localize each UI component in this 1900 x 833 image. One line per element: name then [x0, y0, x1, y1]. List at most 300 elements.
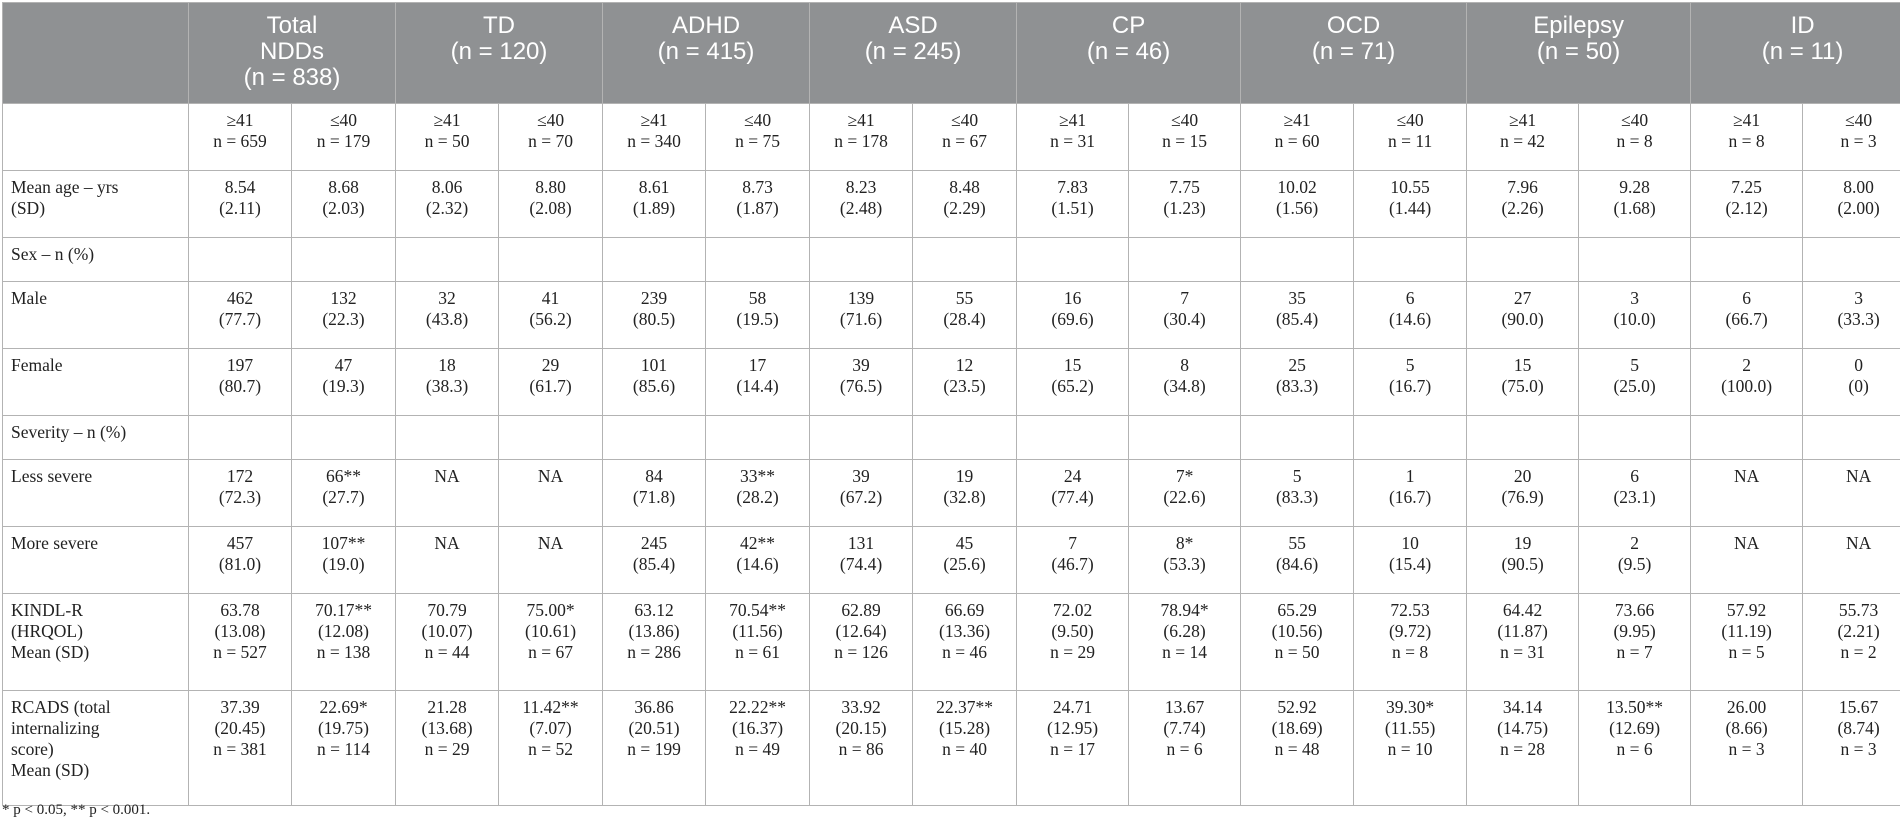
cell-line: 17: [748, 355, 767, 375]
table-cell: [706, 349, 810, 416]
cell-line: (1.87): [736, 198, 779, 218]
table-cell: [706, 460, 810, 527]
cell-line: 26.00: [1726, 697, 1767, 717]
subheader-row: [3, 104, 1900, 171]
table-row: [3, 349, 1900, 416]
cell-line: n = 40: [942, 739, 987, 759]
cell-line: (67.2): [839, 487, 883, 507]
cell-line: 41: [541, 288, 560, 308]
cell-line: 6: [1405, 288, 1415, 308]
table-cell: [1017, 238, 1129, 282]
cell-line: n = 46: [942, 642, 987, 662]
cell-line: 8.73: [742, 177, 773, 197]
cell-line: (16.37): [732, 718, 784, 738]
cell-line: (2.11): [219, 198, 261, 218]
subheader-line: ≤40: [1845, 110, 1873, 130]
subheader-line: n = 3: [1840, 131, 1877, 151]
cell-line: 37.39: [220, 697, 260, 717]
cell-line: (2.03): [322, 198, 365, 218]
row-label: [3, 238, 189, 282]
cell-line: n = 52: [528, 739, 573, 759]
cell-line: n = 86: [838, 739, 884, 759]
cell-line: n = 114: [317, 739, 370, 759]
cell-line: n = 48: [1274, 739, 1320, 759]
cell-line: (25.0): [1613, 376, 1656, 396]
cell-line: 22.37**: [936, 697, 993, 717]
cell-line: n = 31: [1500, 642, 1546, 662]
cell-line: (0): [1848, 376, 1869, 396]
table-cell: [1129, 349, 1241, 416]
table-cell: [1017, 691, 1129, 806]
cell-line: 101: [640, 355, 668, 375]
cell-line: (2.29): [943, 198, 986, 218]
cell-line: 0: [1854, 355, 1863, 375]
cell-line: (2.32): [425, 198, 469, 218]
table-cell: [810, 594, 913, 691]
subheader-line: n = 75: [735, 131, 780, 151]
cell-line: 457: [226, 533, 254, 553]
cell-line: (13.36): [939, 621, 991, 641]
cell-line: 24: [1063, 466, 1082, 486]
cell-line: 8.48: [949, 177, 980, 197]
table-cell: [1241, 527, 1354, 594]
cell-line: 22.22**: [729, 697, 786, 717]
table-cell: [1129, 238, 1241, 282]
cell-line: (9.5): [1617, 554, 1652, 574]
table-cell: [1017, 460, 1129, 527]
cell-line: 10.55: [1390, 177, 1430, 197]
cell-line: (23.5): [943, 376, 986, 396]
cell-line: 5: [1630, 355, 1639, 375]
group-header-line: (n = 120): [450, 38, 548, 65]
group-header-line: ADHD: [672, 12, 741, 39]
cell-line: (100.0): [1721, 376, 1773, 396]
cell-line: n = 29: [1050, 642, 1095, 662]
cell-line: (90.0): [1501, 309, 1544, 329]
cell-line: 55.73: [1838, 600, 1879, 620]
table-cell: [706, 594, 810, 691]
cell-line: (46.7): [1051, 554, 1094, 574]
subheader-line: ≤40: [1171, 110, 1199, 130]
table-cell: [1129, 691, 1241, 806]
table-cell: [1017, 282, 1129, 349]
cell-line: 65.29: [1277, 600, 1317, 620]
table-cell: [1017, 594, 1129, 691]
table-cell: [1803, 349, 1900, 416]
cell-line: (9.95): [1613, 621, 1656, 641]
subheader-cell: [810, 104, 913, 171]
cell-line: 2: [1742, 355, 1751, 375]
row-label-line: (SD): [11, 198, 46, 218]
row-label-line: KINDL-R: [11, 600, 83, 620]
cell-line: 24.71: [1052, 697, 1093, 717]
table-cell: [396, 460, 499, 527]
cell-line: (19.0): [322, 554, 365, 574]
subheader-line: ≤40: [743, 110, 772, 130]
subheader-line: ≥41: [433, 110, 461, 130]
cell-line: (9.50): [1051, 621, 1094, 641]
cell-line: n = 527: [213, 642, 267, 662]
cell-line: n = 6: [1166, 739, 1203, 759]
group-header-line: (n = 838): [243, 64, 341, 91]
cell-line: (14.6): [736, 554, 779, 574]
table-cell: [1579, 238, 1691, 282]
table-cell: [1129, 171, 1241, 238]
table-cell: [189, 527, 292, 594]
subheader-line: n = 11: [1387, 131, 1433, 151]
table-cell: [1241, 282, 1354, 349]
cell-line: (12.69): [1609, 718, 1661, 738]
cell-line: 10: [1401, 533, 1419, 553]
row-label-line: score): [11, 739, 54, 759]
table-cell: [292, 460, 396, 527]
table-cell: [396, 416, 499, 460]
table-cell: [1467, 691, 1579, 806]
cell-line: 63.78: [220, 600, 260, 620]
table-cell: [189, 238, 292, 282]
cell-line: 21.28: [427, 697, 467, 717]
cell-line: (85.4): [1275, 309, 1319, 329]
cell-line: 47: [334, 355, 353, 375]
data-table: [2, 2, 1900, 806]
table-cell: [1803, 282, 1900, 349]
table-cell: [603, 527, 706, 594]
table-cell: [1354, 171, 1467, 238]
cell-line: NA: [1733, 466, 1760, 486]
cell-line: 7*: [1175, 466, 1194, 486]
table-cell: [292, 691, 396, 806]
subheader-line: ≥41: [847, 110, 875, 130]
cell-line: (19.75): [317, 718, 370, 738]
subheader-line: ≤40: [1621, 110, 1649, 130]
cell-line: n = 138: [316, 642, 371, 662]
table-cell: [706, 527, 810, 594]
table-cell: [1241, 416, 1354, 460]
table-cell: [1467, 416, 1579, 460]
table-cell: [810, 416, 913, 460]
cell-line: 57.92: [1726, 600, 1767, 620]
table-row: [3, 691, 1900, 806]
subheader-line: n = 70: [528, 131, 573, 151]
cell-line: 19: [955, 466, 974, 486]
cell-line: 245: [640, 533, 668, 553]
row-label-line: internalizing: [11, 718, 100, 738]
cell-line: (28.2): [736, 487, 779, 507]
row-label: [3, 282, 189, 349]
table-cell: [499, 460, 603, 527]
subheader-line: n = 179: [316, 131, 371, 151]
cell-line: 52.92: [1277, 697, 1317, 717]
subheader-line: n = 15: [1162, 131, 1207, 151]
cell-line: (12.95): [1047, 718, 1099, 738]
cell-line: (12.64): [835, 621, 887, 641]
cell-line: (77.4): [1051, 487, 1094, 507]
table-cell: [603, 691, 706, 806]
cell-line: NA: [434, 466, 460, 486]
cell-line: 33.92: [841, 697, 881, 717]
table-cell: [189, 349, 292, 416]
table-row: [3, 238, 1900, 282]
table-cell: [1691, 171, 1803, 238]
cell-line: 29: [541, 355, 560, 375]
cell-line: 13.67: [1164, 697, 1205, 717]
cell-line: (1.23): [1163, 198, 1206, 218]
cell-line: 66.69: [944, 600, 985, 620]
subheader-line: ≤40: [329, 110, 358, 130]
subheader-cell: [292, 104, 396, 171]
cell-line: 55: [1288, 533, 1306, 553]
cell-line: (20.51): [628, 718, 680, 738]
table-cell: [1354, 594, 1467, 691]
cell-line: (33.3): [1837, 309, 1880, 329]
table-cell: [1691, 416, 1803, 460]
table-cell: [810, 349, 913, 416]
table-cell: [810, 691, 913, 806]
table-cell: [189, 594, 292, 691]
cell-line: 8.23: [845, 177, 877, 197]
group-header-line: (n = 245): [864, 38, 962, 65]
cell-line: (10.56): [1271, 621, 1323, 641]
cell-line: 55: [955, 288, 974, 308]
cell-line: n = 50: [1274, 642, 1320, 662]
cell-line: (18.69): [1271, 718, 1323, 738]
cell-line: (19.3): [322, 376, 365, 396]
cell-line: 1: [1405, 466, 1415, 486]
table-cell: [292, 527, 396, 594]
table-cell: [1579, 349, 1691, 416]
cell-line: (13.86): [628, 621, 680, 641]
row-label-line: Mean (SD): [11, 760, 90, 780]
subheader-line: ≥41: [640, 110, 668, 130]
cell-line: n = 67: [528, 642, 573, 662]
cell-line: 35: [1288, 288, 1306, 308]
subheader-line: ≤40: [1396, 110, 1424, 130]
group-header-line: (n = 46): [1086, 38, 1171, 65]
cell-line: (13.68): [421, 718, 473, 738]
cell-line: (11.56): [732, 621, 783, 641]
cell-line: (20.15): [835, 718, 887, 738]
group-header-line: ID: [1790, 12, 1815, 39]
cell-line: 8.54: [224, 177, 256, 197]
table-cell: [1579, 416, 1691, 460]
group-header-line: OCD: [1326, 12, 1381, 39]
group-header-line: (n = 71): [1311, 38, 1396, 65]
cell-line: (2.26): [1501, 198, 1544, 218]
table-cell: [913, 282, 1017, 349]
cell-line: 8.61: [638, 177, 670, 197]
cell-line: (22.6): [1163, 487, 1206, 507]
group-header-row: [3, 3, 1900, 104]
table-row: [3, 527, 1900, 594]
cell-line: n = 126: [834, 642, 888, 662]
cell-line: 22.69*: [319, 697, 368, 717]
table-cell: [1691, 527, 1803, 594]
row-label-line: Male: [11, 288, 47, 308]
cell-line: (15.4): [1388, 554, 1432, 574]
cell-line: 239: [640, 288, 668, 308]
cell-line: 32: [438, 288, 456, 308]
cell-line: (83.3): [1275, 376, 1319, 396]
cell-line: (30.4): [1163, 309, 1206, 329]
subheader-cell: [706, 104, 810, 171]
table-cell: [1241, 460, 1354, 527]
table-cell: [1467, 171, 1579, 238]
cell-line: (1.89): [632, 198, 676, 218]
table-cell: [1017, 527, 1129, 594]
table-cell: [1803, 460, 1900, 527]
group-header-line: ASD: [888, 12, 938, 39]
cell-line: (84.6): [1275, 554, 1319, 574]
table-cell: [499, 282, 603, 349]
cell-line: 36.86: [634, 697, 674, 717]
cell-line: 5: [1405, 355, 1415, 375]
cell-line: (6.28): [1163, 621, 1206, 641]
group-header-line: (n = 50): [1536, 38, 1621, 65]
table-row: [3, 416, 1900, 460]
row-label: [3, 527, 189, 594]
cell-line: NA: [537, 466, 564, 486]
subheader-blank: [3, 104, 189, 171]
cell-line: (19.5): [736, 309, 779, 329]
table-cell: [292, 238, 396, 282]
table-row: [3, 594, 1900, 691]
table-cell: [1691, 460, 1803, 527]
cell-line: 84: [645, 466, 663, 486]
cell-line: (16.7): [1388, 376, 1432, 396]
table-cell: [1467, 349, 1579, 416]
cell-line: 39.30*: [1386, 697, 1435, 717]
cell-line: 8*: [1175, 533, 1194, 553]
group-header-line: Total: [266, 12, 318, 39]
cell-line: 3: [1854, 288, 1863, 308]
table-cell: [1467, 282, 1579, 349]
row-label-line: Severity – n (%): [11, 422, 127, 442]
cell-line: 33**: [740, 466, 776, 486]
cell-line: 34.14: [1502, 697, 1543, 717]
table-cell: [396, 282, 499, 349]
cell-line: (2.08): [529, 198, 572, 218]
group-header-line: CP: [1111, 12, 1146, 39]
cell-line: 8: [1180, 355, 1189, 375]
cell-line: n = 10: [1387, 739, 1433, 759]
footnote: * p < 0.05, ** p < 0.001.: [2, 802, 151, 818]
cell-line: 70.54**: [729, 600, 786, 620]
cell-line: n = 17: [1050, 739, 1095, 759]
table-cell: [499, 238, 603, 282]
cell-line: 15.67: [1838, 697, 1879, 717]
cell-line: 72.02: [1052, 600, 1093, 620]
subheader-cell: [1241, 104, 1354, 171]
table-cell: [913, 460, 1017, 527]
table-cell: [292, 416, 396, 460]
table-cell: [1803, 527, 1900, 594]
cell-line: 25: [1288, 355, 1306, 375]
cell-line: 7.25: [1731, 177, 1762, 197]
table-cell: [1017, 416, 1129, 460]
subheader-cell: [1579, 104, 1691, 171]
row-label-line: Mean age – yrs: [11, 177, 119, 197]
cell-line: (27.7): [322, 487, 365, 507]
cell-line: 8.06: [431, 177, 463, 197]
cell-line: 66**: [326, 466, 361, 486]
table-cell: [292, 171, 396, 238]
cell-line: 197: [226, 355, 254, 375]
cell-line: 70.79: [427, 600, 467, 620]
cell-line: (34.8): [1163, 376, 1206, 396]
cell-line: (2.48): [839, 198, 883, 218]
table-cell: [913, 416, 1017, 460]
group-header: [189, 3, 396, 104]
subheader-line: ≥41: [226, 110, 254, 130]
cell-line: n = 2: [1840, 642, 1877, 662]
cell-line: 9.28: [1619, 177, 1650, 197]
cell-line: NA: [434, 533, 460, 553]
cell-line: 42**: [740, 533, 776, 553]
cell-line: 8.68: [328, 177, 359, 197]
subheader-line: n = 42: [1500, 131, 1546, 151]
cell-line: NA: [1845, 533, 1872, 553]
cell-line: (8.66): [1725, 718, 1768, 738]
row-label: [3, 171, 189, 238]
cell-line: (7.07): [529, 718, 572, 738]
cell-line: n = 61: [735, 642, 780, 662]
group-header: [1691, 3, 1900, 104]
table-cell: [1803, 594, 1900, 691]
table-cell: [706, 282, 810, 349]
table-cell: [1691, 238, 1803, 282]
cell-line: 73.66: [1614, 600, 1655, 620]
table-cell: [1803, 238, 1900, 282]
cell-line: 7: [1180, 288, 1189, 308]
group-header-line: Epilepsy: [1533, 12, 1624, 39]
cell-line: n = 49: [735, 739, 780, 759]
cell-line: 78.94*: [1160, 600, 1209, 620]
row-label-line: Sex – n (%): [11, 244, 95, 264]
table-cell: [706, 691, 810, 806]
cell-line: (2.21): [1837, 621, 1880, 641]
row-label-line: Mean (SD): [11, 642, 90, 662]
cell-line: (12.08): [317, 621, 370, 641]
table-cell: [292, 594, 396, 691]
row-label-line: More severe: [11, 533, 98, 553]
cell-line: 462: [226, 288, 254, 308]
table-cell: [1579, 171, 1691, 238]
subheader-line: ≥41: [1733, 110, 1761, 130]
table-row: [3, 460, 1900, 527]
subheader-cell: [603, 104, 706, 171]
cell-line: (80.7): [218, 376, 262, 396]
table-cell: [1354, 527, 1467, 594]
table-cell: [1129, 416, 1241, 460]
subheader-cell: [1017, 104, 1129, 171]
table-cell: [1467, 238, 1579, 282]
subheader-line: n = 8: [1616, 131, 1653, 151]
cell-line: NA: [537, 533, 564, 553]
cell-line: (1.56): [1275, 198, 1319, 218]
cell-line: 5: [1292, 466, 1302, 486]
table-cell: [499, 594, 603, 691]
cell-line: (10.07): [421, 621, 473, 641]
cell-line: (15.28): [939, 718, 991, 738]
cell-line: n = 6: [1616, 739, 1653, 759]
table-cell: [1579, 691, 1691, 806]
table-cell: [603, 416, 706, 460]
cell-line: 12: [955, 355, 974, 375]
cell-line: 8.80: [535, 177, 566, 197]
cell-line: 70.17**: [315, 600, 372, 620]
row-label: [3, 691, 189, 806]
table-cell: [603, 171, 706, 238]
